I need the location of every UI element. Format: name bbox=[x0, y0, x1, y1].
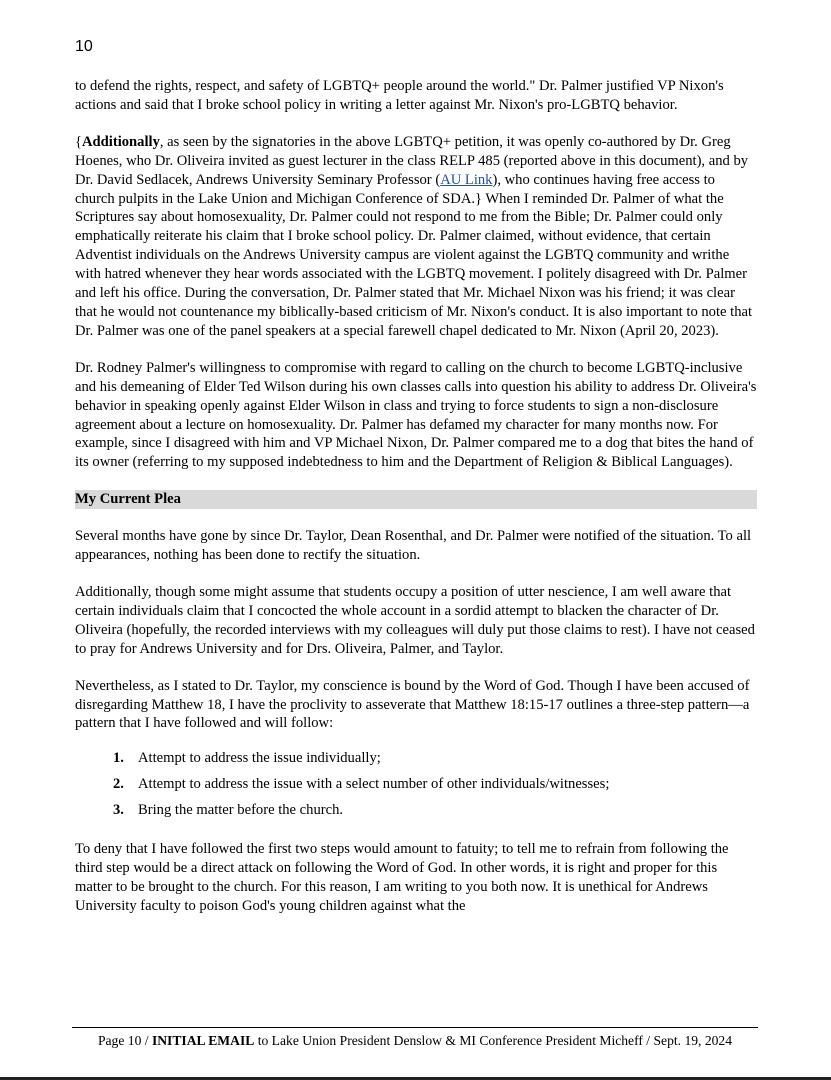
list-item bbox=[75, 775, 757, 801]
footer-prefix: Page 10 / bbox=[97, 1033, 152, 1048]
paragraph-6: Nevertheless, as I stated to Dr. Taylor, my conscience is bound by the Word of God. Though I have been accused of disregarding Matthew 18, I have the proclivity to asseverate that Matthew 18:15-17 outlines a three-step pattern—a pattern that I have followed and will follow: bbox=[75, 677, 750, 732]
footer-divider bbox=[72, 1027, 758, 1028]
list-item-number: 2. bbox=[113, 776, 124, 793]
list-item bbox=[75, 749, 757, 775]
page-footer bbox=[72, 1033, 758, 1049]
paragraph-4: Several months have gone by since Dr. Taylor, Dean Rosenthal, and Dr. Palmer were notified of the situation. To all appearances, nothing has been done to rectify the situation. bbox=[75, 528, 752, 564]
paragraph-7: To deny that I have followed the first two steps would amount to fatuity; to tell me to refrain from following the third step would be a direct attack on following the Word of God. In other words, it is right and proper for this matter to be brought to the church. For this reason, I am writing to you both now. It is unethical for Andrews University faculty to poison God's young children against what the bbox=[75, 841, 729, 915]
list-item-number: 1. bbox=[113, 750, 124, 767]
list-item-text: Attempt to address the issue with a select number of other individuals/witnesses; bbox=[138, 776, 610, 793]
au-link[interactable]: AU Link bbox=[440, 171, 493, 188]
page-body bbox=[75, 77, 757, 934]
paragraph-2-text-b: ), who continues having free access to church pulpits in the Lake Union and Michigan Conference of SDA.} When I reminded Dr. Palmer of what the Scriptures say about homosexuality, Dr. Palmer could not respond to me from the Bible; Dr. Palmer could only emphatically reiterate his claim that I broke school policy. Dr. Palmer claimed, without evidence, that certain Adventist individuals on the Andrews University campus are violent against the LGBTQ community and writhe with hatred whenever they hear words associated with the LGBTQ movement. I politely disagreed with Dr. Palmer and left his office. During the conversation, Dr. Palmer stated that Mr. Michael Nixon was his friend; it was clear that he would not countenance my biblically-based criticism of Mr. Nixon's conduct. It is also important to note that Dr. Palmer was one of the panel speakers at a special farewell chapel dedicated to Mr. Nixon (April 20, 2023). bbox=[75, 171, 753, 339]
list-item-text: Attempt to address the issue individually; bbox=[138, 750, 381, 767]
paragraph-3: Dr. Rodney Palmer's willingness to compromise with regard to calling on the church to become LGBTQ-inclusive and his demeaning of Elder Ted Wilson during his own classes calls into question his ability to address Dr. Oliveira's behavior in speaking openly against Elder Wilson in class and trying to force students to sign a non-disclosure agreement about a lecture on homosexuality. Dr. Palmer has defamed my character for many months now. For example, since I disagreed with him and VP Michael Nixon, Dr. Palmer compared me to a dog that bites the hand of its owner (referring to my supposed indebtedness to him and the Department of Religion & Biblical Languages). bbox=[75, 359, 757, 471]
footer-bold: INITIAL EMAIL bbox=[151, 1033, 255, 1048]
paragraph-5: Additionally, though some might assume that students occupy a position of utter nescience, I am well aware that certain individuals claim that I concocted the whole account in a sordid attempt to blacken the character of Dr. Oliveira (hopefully, the recorded interviews with my colleagues will duly put those claims to rest). I have not ceased to pray for Andrews University and for Drs. Oliveira, Palmer, and Taylor. bbox=[75, 584, 755, 657]
list-item bbox=[75, 801, 757, 827]
list-item-text: Bring the matter before the church. bbox=[138, 802, 344, 819]
steps-list bbox=[75, 749, 757, 827]
page-number: 10 bbox=[75, 38, 93, 55]
paragraph-2-text-a: , as seen by the signatories in the above LGBTQ+ petition, it was openly co-authored by Dr. Greg Hoenes, who Dr. Oliveira invited as guest lecturer in the class RELP 485 (reported above in this document), and by Dr. David Sedlacek, Andrews University Seminary Professor ( bbox=[75, 133, 749, 188]
list-item-number: 3. bbox=[113, 802, 124, 819]
footer-suffix: to Lake Union President Denslow & MI Conference President Micheff / Sept. 19, 2024 bbox=[254, 1033, 733, 1048]
section-heading: My Current Plea bbox=[75, 490, 757, 509]
paragraph-2 bbox=[75, 133, 757, 341]
paragraph-1: to defend the rights, respect, and safety of LGBTQ+ people around the world." Dr. Palmer justified VP Nixon's actions and said that I broke school policy in writing a letter against Mr. Nixon's pro-LGBTQ behavior. bbox=[75, 78, 724, 113]
bold-additionally: Additionally bbox=[82, 133, 160, 150]
open-brace: { bbox=[75, 133, 83, 150]
